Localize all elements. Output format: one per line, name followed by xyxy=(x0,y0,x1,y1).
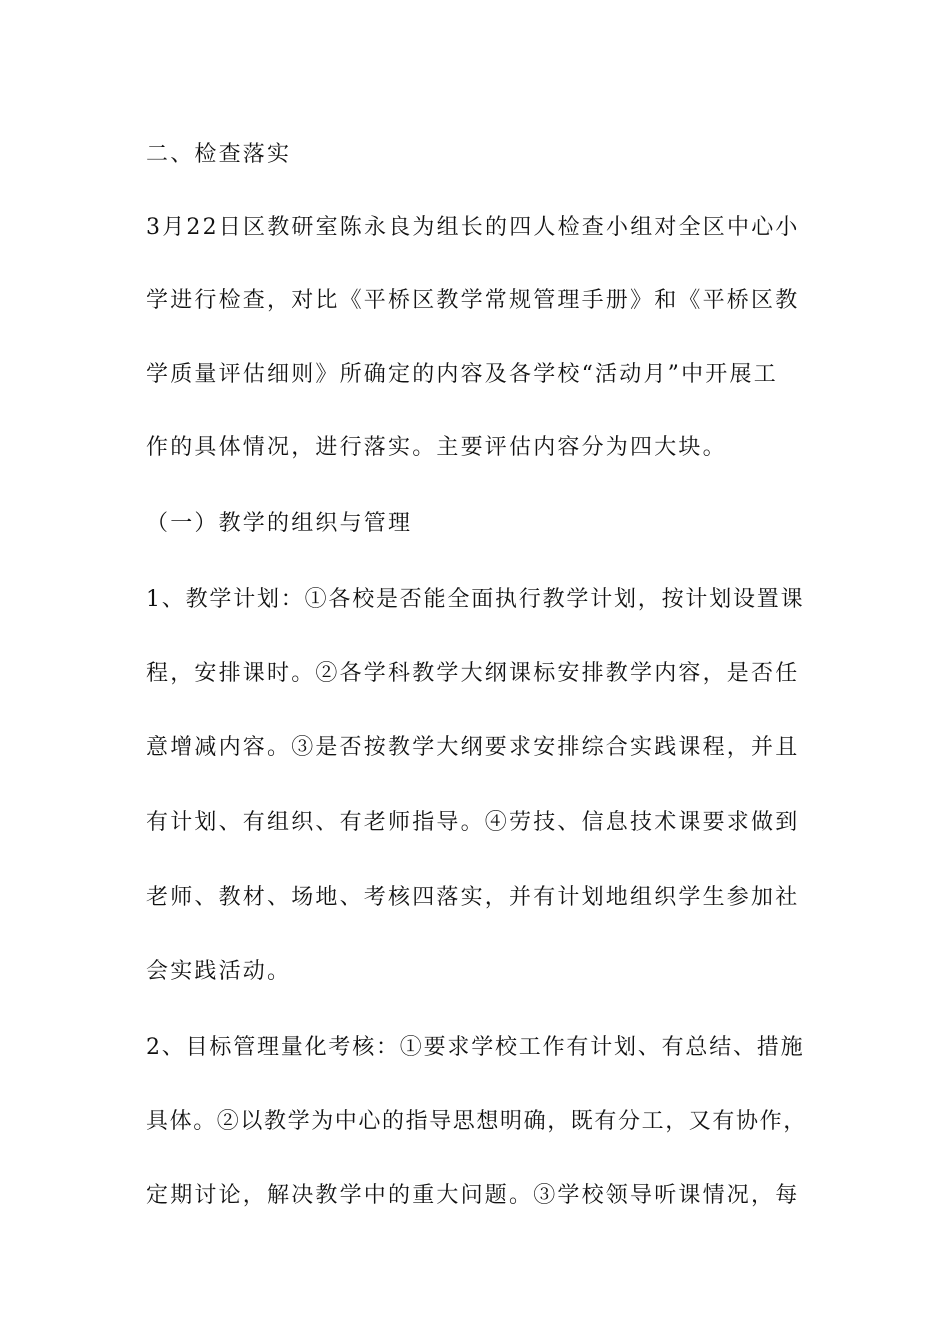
paragraph-1-line-4: 作的具体情况，进行落实。主要评估内容分为四大块。 xyxy=(146,435,727,460)
section-heading: 二、检查落实 xyxy=(146,142,292,167)
subsection-heading: （一）教学的组织与管理 xyxy=(146,511,413,536)
item-2-line-2: 具体。②以教学为中心的指导思想明确，既有分工，又有协作， xyxy=(146,1109,807,1134)
paragraph-1-line-2: 学进行检查，对比《平桥区教学常规管理手册》和《平桥区教 xyxy=(146,288,800,313)
item-1-line-5: 老师、教材、场地、考核四落实，并有计划地组织学生参加社 xyxy=(146,885,800,910)
item-1-line-3: 意增减内容。③是否按教学大纲要求安排综合实践课程，并且 xyxy=(146,735,800,760)
item-1-line-6: 会实践活动。 xyxy=(146,959,292,984)
item-1-line-2: 程，安排课时。②各学科教学大纲课标安排教学内容，是否任 xyxy=(146,661,800,686)
item-1-line-1: 1、教学计划：①各校是否能全面执行教学计划，按计划设置课 xyxy=(146,587,805,612)
item-2-line-3: 定期讨论，解决教学中的重大问题。③学校领导听课情况，每 xyxy=(146,1183,800,1208)
paragraph-1-line-3: 学质量评估细则》所确定的内容及各学校“活动月”中开展工 xyxy=(146,362,778,387)
item-1-line-4: 有计划、有组织、有老师指导。④劳技、信息技术课要求做到 xyxy=(146,810,800,835)
paragraph-1-line-1: 3月22日区教研室陈永良为组长的四人检查小组对全区中心小 xyxy=(146,215,800,240)
item-2-line-1: 2、目标管理量化考核：①要求学校工作有计划、有总结、措施 xyxy=(146,1035,805,1060)
